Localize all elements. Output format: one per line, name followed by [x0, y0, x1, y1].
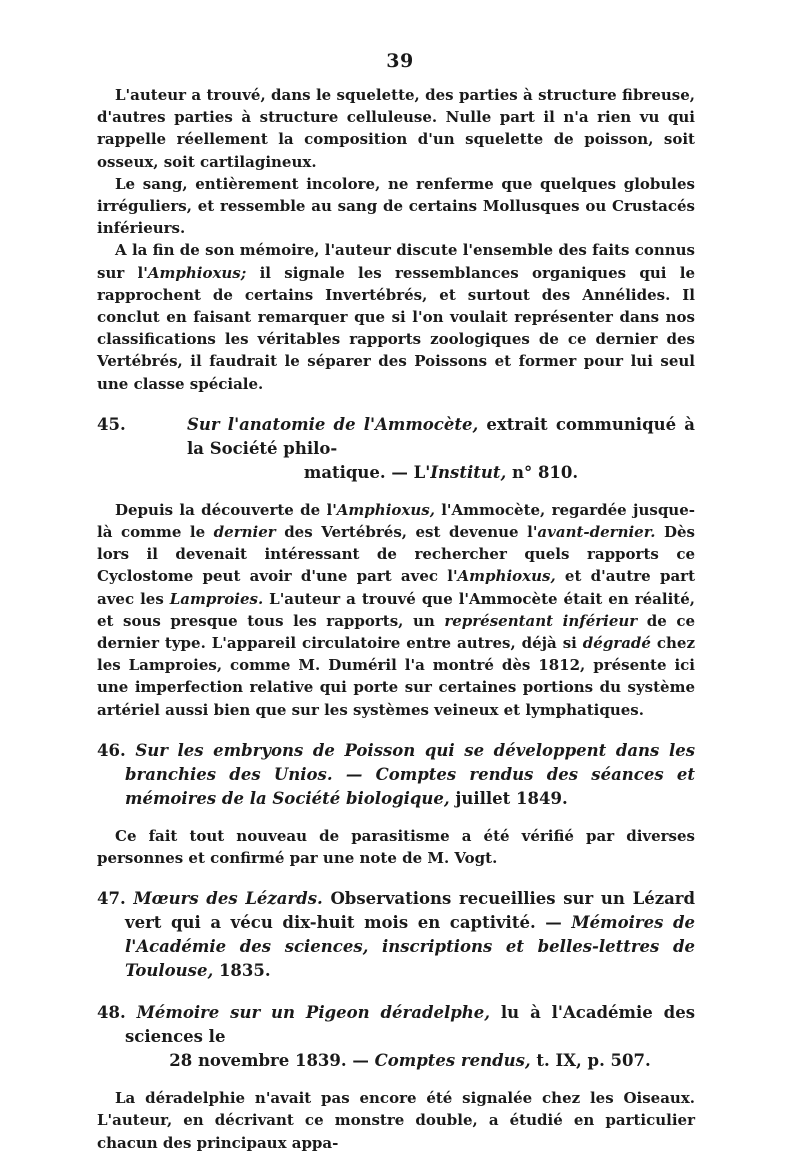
entry-46-body: Ce fait tout nouveau de parasitisme a été vérifié par diverses personnes et confirmé par une note de M. Vogt.	[97, 826, 695, 868]
entry-47-number: 47.	[97, 889, 126, 909]
entry-45-heading: 45. Sur l'anatomie de l'Ammocète, extrait communiqué à la Société philo- matique. — L'Institut, n° 810.	[97, 413, 695, 485]
entry-45-source: matique. — L'Institut, n° 810.	[303, 462, 579, 482]
entry-47-heading: 47. Mœurs des Lézards. Observations recueillies sur un Lézard vert qui a vécu dix-huit mois en captivité. — Mémoires de l'Académie des sciences, inscriptions et belles-lettres de Toulouse, 1835.	[97, 889, 695, 981]
entry-48-title: Mémoire sur un Pigeon déradelphe,	[136, 1003, 491, 1023]
entry-45-number: 45.	[97, 414, 126, 434]
intro-paragraph-skeleton: L'auteur a trouvé, dans le squelette, des parties à structure fibreuse, d'autres parties à structure celluleuse. Nulle part il n'a rien vu qui rappelle réellement la composition d'un squelette de poisson, soit osseux, soit cartilagineux.	[97, 86, 695, 171]
entry-48-heading: 48. Mémoire sur un Pigeon déradelphe, lu à l'Académie des sciences le 28 novembre 1839. — Comptes rendus, t. IX, p. 507.	[97, 1001, 695, 1073]
entry-48-body: La déradelphie n'avait pas encore été signalée chez les Oiseaux. L'auteur, en décrivant ce monstre double, a étudié en particulier chacun des principaux appa-	[97, 1089, 695, 1152]
intro-paragraph-blood: Le sang, entièrement incolore, ne renferme que quelques globules irréguliers, et ressemble au sang de certains Mollusques ou Crustacés inférieurs.	[97, 174, 695, 238]
entry-46-number: 46.	[97, 740, 126, 760]
intro-paragraph-conclusion: A la fin de son mémoire, l'auteur discute l'ensemble des faits connus sur l'Amphioxus; il signale les ressemblances organiques qui le rapprochent de certains Invertébrés, et surtout des Annélides. Il conclut en faisant remarquer que si l'on voulait représenter dans nos classifications les véritables rapports zoologiques de ce dernier des Vertébrés, il faudrait le séparer des Poissons et former pour lui seul une classe spéciale.	[97, 241, 695, 393]
entry-47-title: Mœurs des Lézards.	[133, 889, 323, 909]
entry-46-heading: 46. Sur les embryons de Poisson qui se développent dans les branchies des Unios. — Comptes rendus des séances et mémoires de la Société biologique, juillet 1849.	[97, 740, 695, 808]
page-number: 39	[386, 50, 414, 72]
entry-45-title: Sur l'anatomie de l'Ammocète,	[187, 414, 479, 434]
entry-48-number: 48.	[97, 1003, 126, 1023]
entry-48-source: 28 novembre 1839. — Comptes rendus, t. IX, p. 507.	[169, 1051, 651, 1071]
entry-46-title: Sur les embryons de Poisson qui se développent dans les branchies des Unios. — Comptes rendus des séances et mémoires de la Société biologique,	[125, 740, 695, 808]
page-text	[97, 84, 695, 1154]
entry-45-body: Depuis la découverte de l'Amphioxus, l'Ammocète, regardée jusque-là comme le dernier des Vertébrés, est devenue l'avant-dernier. Dès lors il devenait intéressant de rechercher quels rapports ce Cyclostome peut avoir d'une part avec l'Amphioxus, et d'autre part avec les Lamproies. L'auteur a trouvé que l'Ammocète était en réalité, et sous presque tous les rapports, un représentant inférieur de ce dernier type. L'appareil circulatoire entre autres, déjà si dégradé chez les Lamproies, comme M. Duméril l'a montré dès 1812, présente ici une imperfection relative qui porte sur certaines portions du système artériel aussi bien que sur les systèmes veineux et lymphatiques.	[97, 500, 695, 719]
